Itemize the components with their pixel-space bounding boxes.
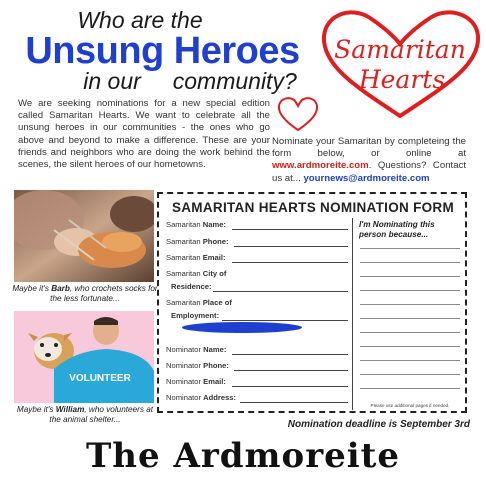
- samaritan-place-label: Samaritan Place of: [166, 298, 232, 307]
- newspaper-masthead: The Ardmoreite: [85, 436, 400, 476]
- logo-text-samaritan: Samaritan: [334, 35, 466, 64]
- caption-barb-name: Barb: [51, 284, 70, 293]
- nominator-phone-label: Nominator Phone:: [166, 361, 229, 370]
- caption-barb-post: , who crochets socks for the less fortunate...: [50, 284, 158, 303]
- headline-line-1: Who are the: [77, 7, 203, 33]
- volunteer-shirt-text: VOLUNTEER: [69, 373, 131, 384]
- email-link[interactable]: yournews@ardmoreite.com: [303, 172, 430, 184]
- samaritan-name-field[interactable]: [232, 229, 348, 230]
- samaritan-residence-label: Residence:: [171, 282, 212, 291]
- nominator-name-label: Nominator Name:: [166, 345, 227, 354]
- nomination-deadline: Nomination deadline is September 3rd: [287, 419, 470, 430]
- intro-paragraph: We are seeking nominations for a new special edition called Samaritan Hearts. We want to celebrate all the unsung heroes in our communities - the ones who go above and beyond to make a difference. These are your friends and neighbors who are doing the work behind the scenes, the silent heroes of our hometowns.: [18, 98, 270, 171]
- samaritan-employment-field[interactable]: [222, 320, 348, 321]
- samaritan-email-label: Samaritan Email:: [166, 253, 226, 262]
- website-link[interactable]: www.ardmoreite.com: [272, 160, 369, 172]
- nominator-email-field[interactable]: [232, 386, 348, 387]
- photo-barb-crocheting: [14, 190, 154, 282]
- form-column-divider: [352, 218, 353, 410]
- nominator-address-label: Nominator Address:: [166, 393, 237, 402]
- blue-divider-mark: [182, 322, 302, 333]
- samaritan-residence-field[interactable]: [213, 291, 348, 292]
- caption-barb-pre: Maybe it's: [12, 284, 52, 293]
- nominator-name-field[interactable]: [232, 354, 348, 355]
- headline-unsung-heroes: Unsung Heroes: [25, 30, 300, 72]
- caption-william-name: William: [55, 405, 85, 414]
- logo-text-hearts: Hearts: [358, 65, 446, 94]
- nominator-address-field[interactable]: [240, 402, 348, 403]
- form-title: SAMARITAN HEARTS NOMINATION FORM: [171, 200, 455, 215]
- samaritan-hearts-logo: [318, 8, 483, 120]
- contact-paragraph: [272, 136, 466, 185]
- contact-text-2: . Questions? Contact us at...: [272, 160, 466, 184]
- caption-william: [12, 405, 158, 425]
- contact-text-1: Nominate your Samaritan by completeing the form below, or online at: [272, 136, 466, 160]
- small-heart-icon: [276, 96, 320, 132]
- caption-william-pre: Maybe it's: [16, 405, 56, 414]
- nominating-reason-heading: I'm Nominating this person because...: [359, 220, 435, 239]
- nominator-email-label: Nominator Email:: [166, 377, 226, 386]
- photo-william-volunteer: [14, 311, 154, 403]
- samaritan-employment-label: Employment:: [171, 311, 220, 320]
- samaritan-email-field[interactable]: [232, 262, 348, 263]
- caption-barb: [12, 284, 158, 304]
- additional-pages-note: Please use additional pages if needed.: [370, 403, 450, 408]
- caption-william-post: , who volunteers at the animal shelter...: [49, 405, 154, 424]
- samaritan-city-label: Samaritan City of: [166, 269, 227, 278]
- heart-logo-icon: [318, 8, 483, 120]
- samaritan-name-label: Samaritan Name:: [166, 220, 226, 229]
- headline-line-3: in our community?: [83, 68, 297, 94]
- nominator-phone-field[interactable]: [234, 370, 348, 371]
- samaritan-phone-field[interactable]: [234, 246, 348, 247]
- samaritan-phone-label: Samaritan Phone:: [166, 237, 229, 246]
